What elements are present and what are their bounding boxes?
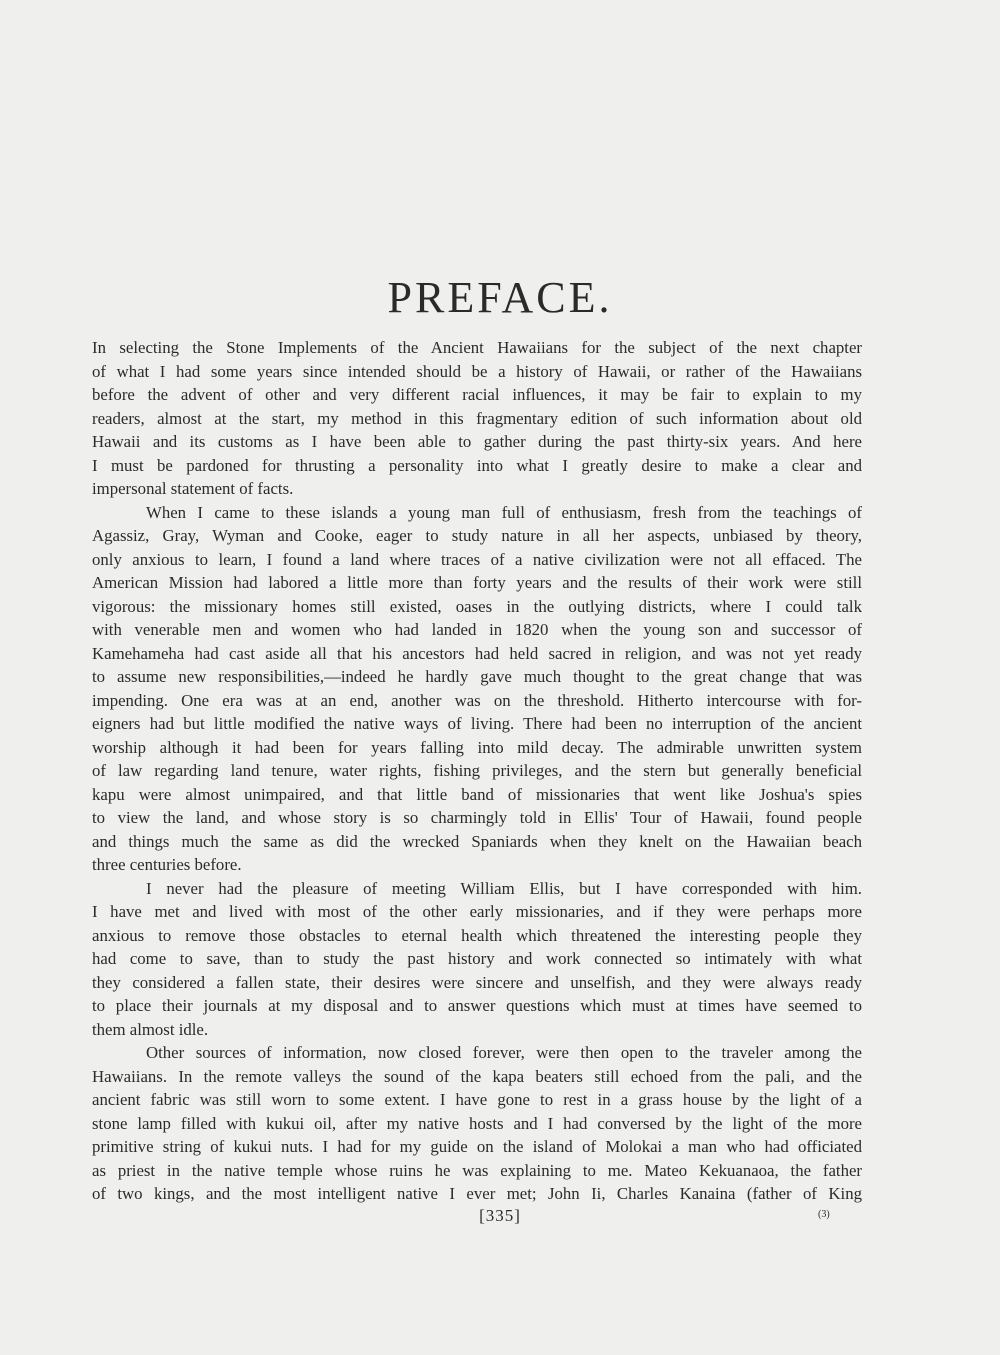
text-line: anxious to remove those obstacles to eternal health which threatened the interesting people they	[92, 925, 862, 945]
paragraph-3	[92, 877, 862, 1042]
text-line: worship although it had been for years falling into mild decay. The admirable unwritten system	[92, 737, 862, 757]
text-line: only anxious to learn, I found a land where traces of a native civilization were not all effaced. The	[92, 549, 862, 569]
text-line: with venerable men and women who had landed in 1820 when the young son and successor of	[92, 620, 862, 639]
text-line: Agassiz, Gray, Wyman and Cooke, eager to study nature in all her aspects, unbiased by theory,	[92, 526, 862, 545]
text-line: vigorous: the missionary homes still existed, oases in the outlying districts, where I could talk	[92, 596, 862, 616]
text-line: as priest in the native temple whose ruins he was explaining to me. Mateo Kekuanaoa, the father	[92, 1160, 862, 1180]
text-line: Hawaii and its customs as I have been able to gather during the past thirty-six years. And here	[92, 432, 862, 451]
text-line: kapu were almost unimpaired, and that little band of missionaries that went like Joshua's spies	[92, 784, 862, 804]
text-line: of law regarding land tenure, water rights, fishing privileges, and the stern but generally beneficial	[92, 761, 862, 780]
text-line: of two kings, and the most intelligent native I ever met; John Ii, Charles Kanaina (father of King	[92, 1184, 862, 1203]
signature-mark: (3)	[818, 1209, 830, 1220]
text-line: to assume new responsibilities,—indeed he hardly gave much thought to the great change that was	[92, 667, 862, 686]
text-line: they considered a fallen state, their desires were sincere and unselfish, and they were always ready	[92, 972, 862, 992]
paragraph-4	[92, 1041, 862, 1206]
text-line: Hawaiians. In the remote valleys the sound of the kapa beaters still echoed from the pali, and the	[92, 1066, 862, 1086]
paragraph-2	[92, 501, 862, 877]
text-line: of what I had some years since intended should be a history of Hawaii, or rather of the Hawaiians	[92, 361, 862, 381]
text-line: primitive string of kukui nuts. I had for my guide on the island of Molokai a man who had officiated	[92, 1137, 862, 1156]
text-line: to place their journals at my disposal and to answer questions which must at times have seemed to	[92, 996, 862, 1015]
paragraph-1	[92, 336, 862, 501]
page-title: PREFACE.	[387, 273, 613, 322]
text-line: had come to save, than to study the past history and work connected so intimately with what	[92, 949, 862, 968]
text-line: impending. One era was at an end, another was on the threshold. Hitherto intercourse with for-	[92, 690, 862, 710]
text-line: In selecting the Stone Implements of the Ancient Hawaiians for the subject of the next chapter	[92, 338, 862, 357]
text-line: Other sources of information, now closed forever, were then open to the traveler among the	[146, 1043, 862, 1062]
text-line: ancient fabric was still worn to some extent. I have gone to rest in a grass house by the light of a	[92, 1090, 862, 1109]
text-line: before the advent of other and very different racial influences, it may be fair to explain to my	[92, 385, 862, 404]
text-line: readers, almost at the start, my method in this fragmentary edition of such information about old	[92, 408, 862, 428]
text-line: When I came to these islands a young man full of enthusiasm, fresh from the teachings of	[146, 502, 862, 522]
text-line: American Mission had labored a little more than forty years and the results of their work were still	[92, 573, 862, 592]
text-line: I must be pardoned for thrusting a personality into what I greatly desire to make a clear and	[92, 455, 862, 475]
text-line: to view the land, and whose story is so charmingly told in Ellis' Tour of Hawaii, found people	[92, 808, 862, 827]
text-line: Kamehameha had cast aside all that his ancestors had held sacred in religion, and was not yet ready	[92, 643, 862, 663]
page-number: [335]	[479, 1206, 521, 1225]
body-text	[92, 336, 862, 1206]
text-line: and things much the same as did the wrecked Spaniards when they knelt on the Hawaiian beach	[92, 831, 862, 851]
text-line: I never had the pleasure of meeting William Ellis, but I have corresponded with him.	[146, 878, 862, 898]
text-line: eigners had but little modified the native ways of living. There had been no interruption of the ancient	[92, 714, 862, 733]
text-line: three centuries before.	[92, 855, 242, 874]
text-line: impersonal statement of facts.	[92, 479, 294, 498]
text-line: them almost idle.	[92, 1019, 209, 1039]
text-line: I have met and lived with most of the other early missionaries, and if they were perhaps more	[92, 902, 862, 921]
text-line: stone lamp filled with kukui oil, after my native hosts and I had conversed by the light of the more	[92, 1113, 862, 1133]
